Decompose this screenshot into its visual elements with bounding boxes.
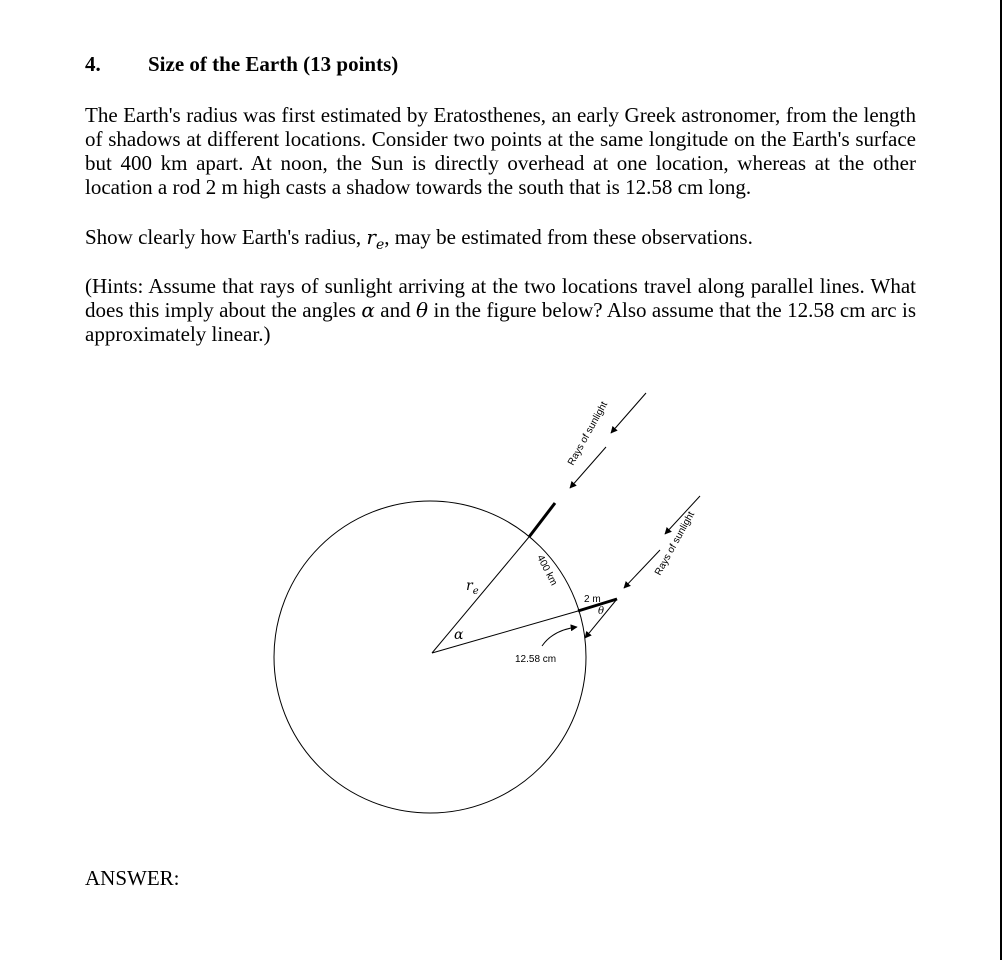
instruction-text-start: Show clearly how Earth's radius, (85, 225, 367, 249)
hints-paragraph (85, 274, 916, 346)
radius-label (466, 578, 479, 597)
rod-2m-label: 2 m (584, 594, 601, 605)
shadow-pointer-arrow (542, 627, 577, 646)
hint-alpha-symbol: α (361, 298, 375, 322)
sun-ray-top-1 (611, 393, 646, 433)
question-title: Size of the Earth (13 points) (148, 52, 399, 76)
vertical-rod-top (529, 503, 555, 537)
radius-symbol-subscript: e (375, 237, 385, 253)
answer-label: ANSWER: (85, 866, 180, 890)
hint-theta-symbol: θ (416, 298, 429, 322)
instruction-paragraph (85, 225, 916, 257)
rays-label-top: Rays of sunlight (566, 399, 611, 468)
question-number: 4. (85, 52, 101, 76)
radius-symbol-base: r (366, 225, 376, 249)
intro-paragraph: The Earth's radius was first estimated by Eratosthenes, an early Greek astronomer, from the length of shadows at different locations. Consider two points at the same longitude on the Earth's surface but 400 km apart. At noon, the Sun is directly overhead at one location, whereas at the other location a rod 2 m high casts a shadow towards the south that is 12.58 cm long. (85, 103, 916, 199)
radius-symbol (366, 225, 385, 253)
radius-line-to-overhead-point (432, 537, 529, 653)
instruction-text-end: , may be estimated from these observations. (384, 225, 753, 249)
hints-text-and: and (374, 298, 417, 322)
rays-label-right: Rays of sunlight (653, 509, 698, 578)
angle-theta-label: θ (598, 606, 605, 617)
radius-label-subscript: e (472, 586, 479, 597)
hints-text-end: in the figure below? Also assume that the 12.58 cm arc is approximately linear.) (85, 298, 916, 346)
radius-label-base: r (466, 578, 473, 594)
angle-alpha-label: α (454, 627, 464, 643)
hints-text-start: (Hints: Assume that rays of sunlight arriving at the two locations travel along parallel lines. What does this imply about the angles (85, 274, 916, 322)
distance-400km-label: 400 km (534, 553, 560, 588)
earth-diagram (0, 380, 1002, 820)
shadow-length-label: 12.58 cm (515, 654, 557, 665)
